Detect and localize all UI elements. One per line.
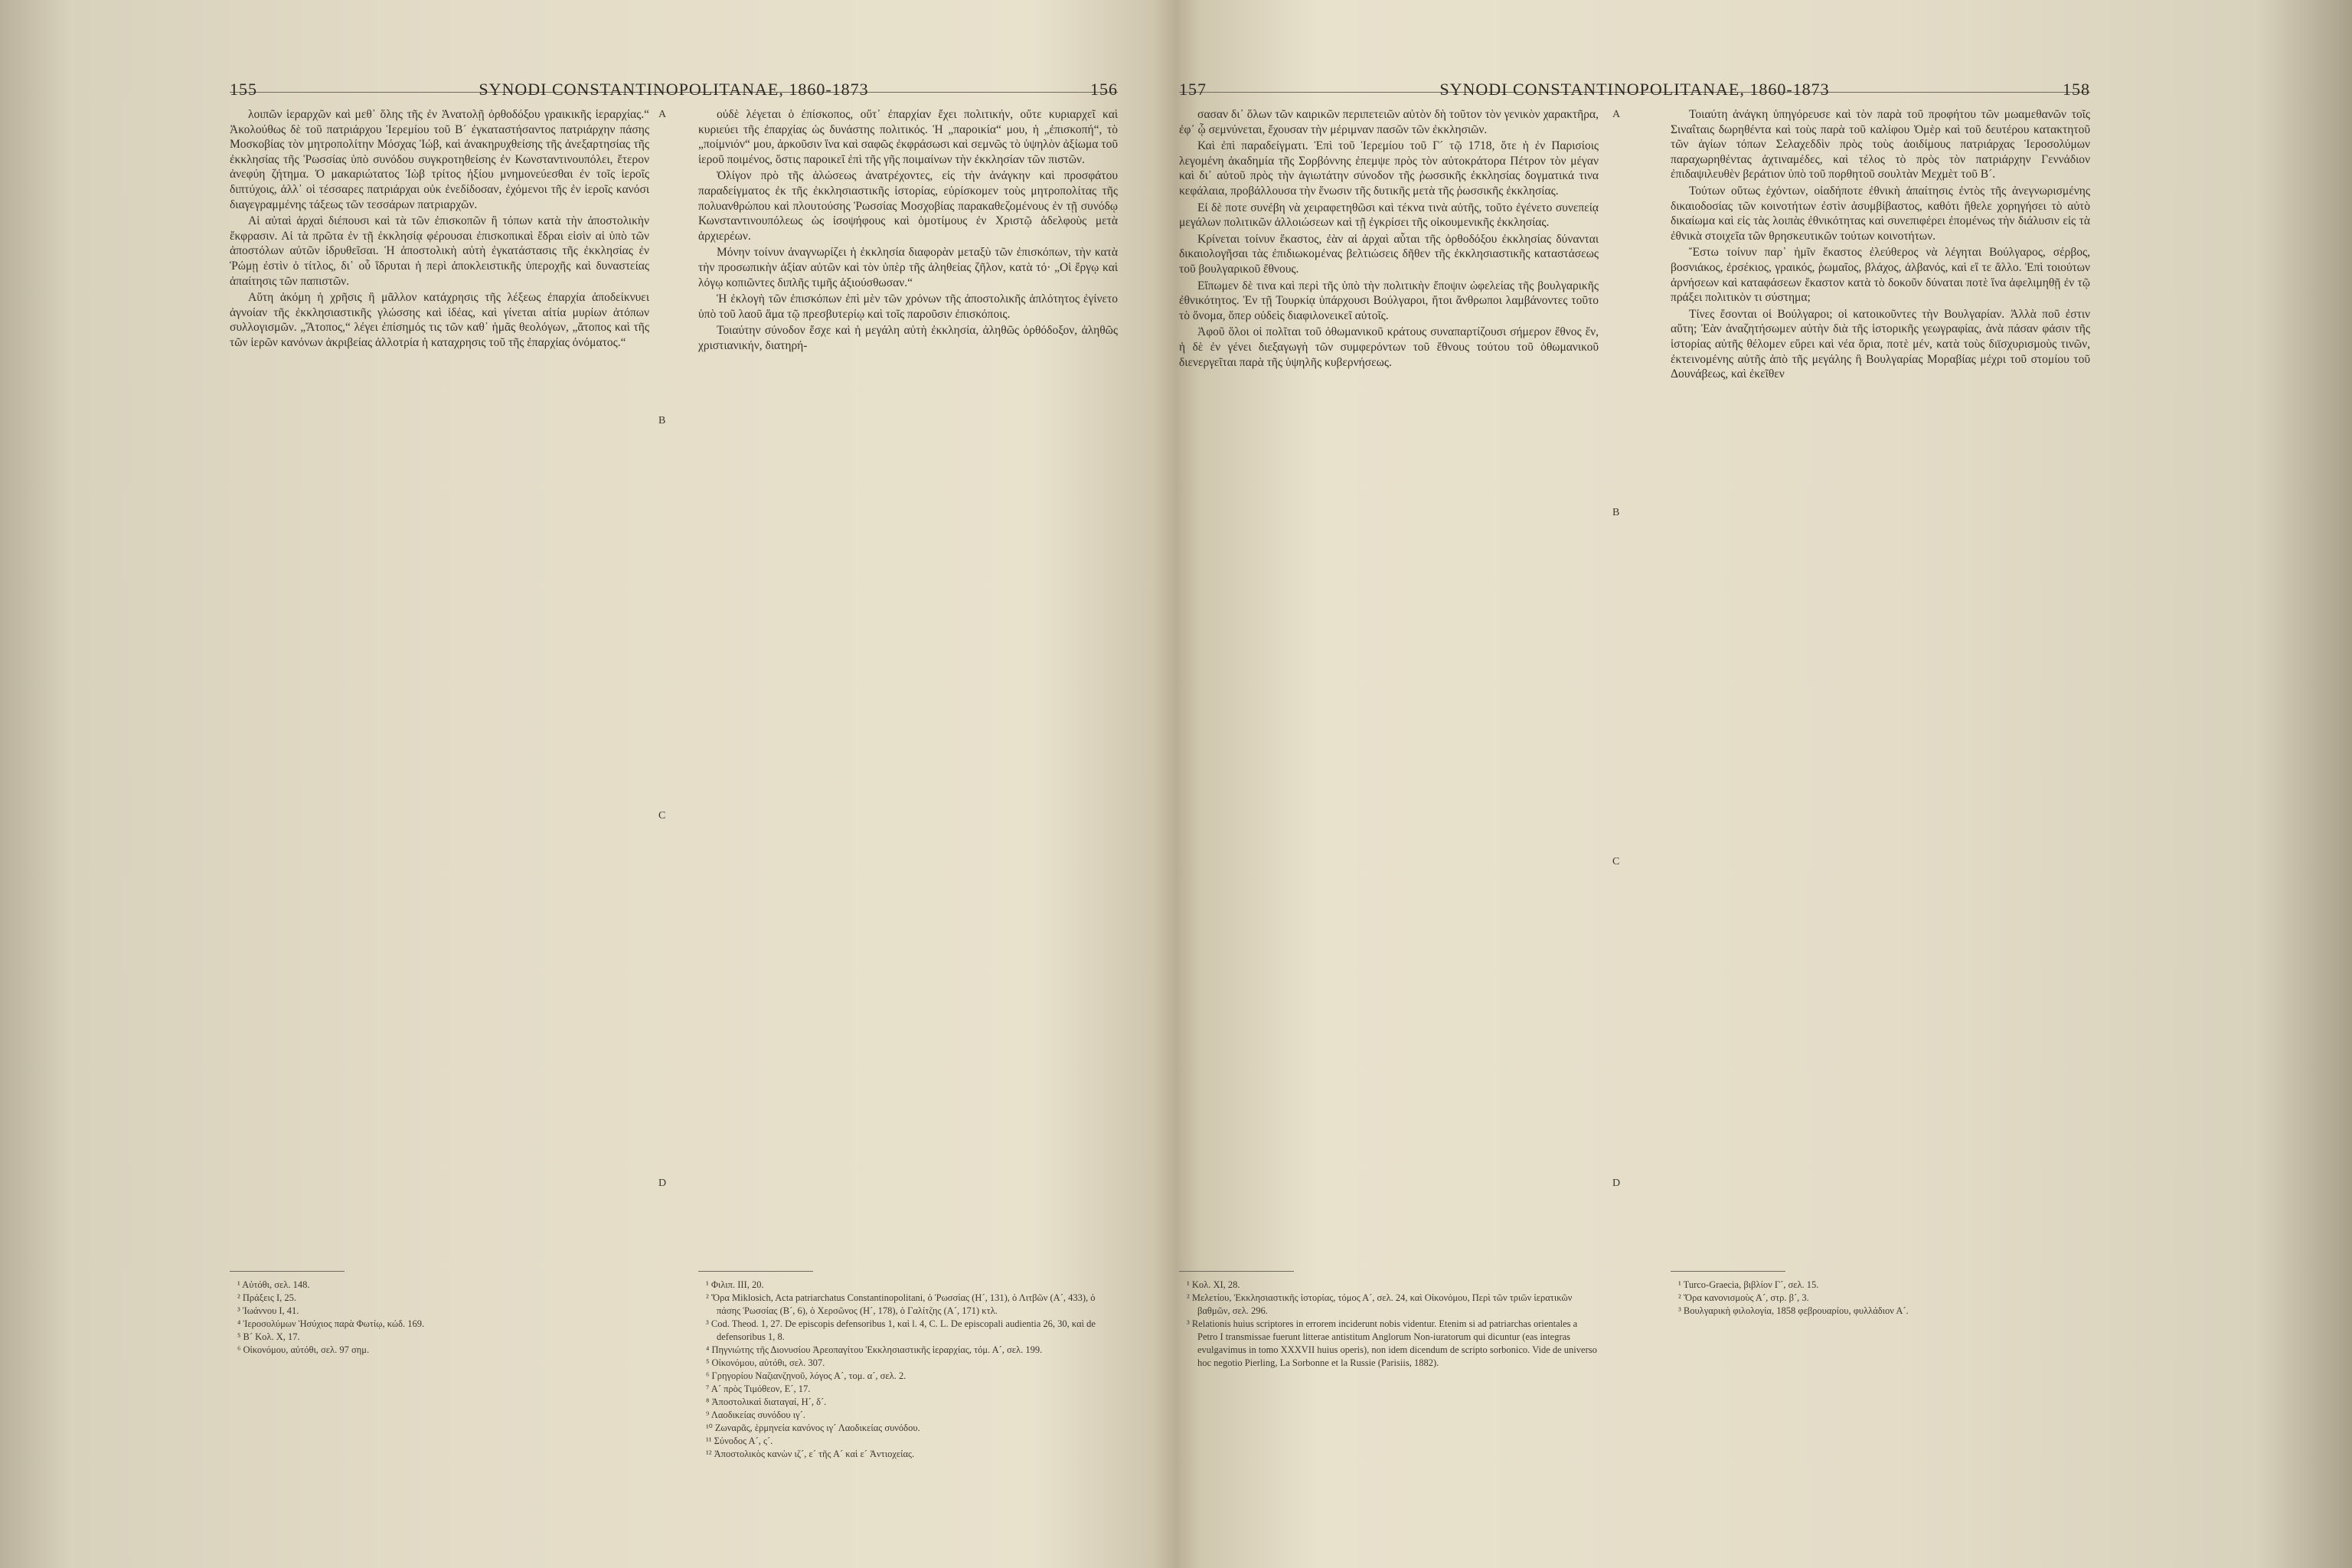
footnote: ³ Ἰωάννου Ι, 41. bbox=[237, 1305, 299, 1316]
paragraph: Κρίνεται τοίνυν ἕκαστος, ἐὰν αἱ ἀρχαὶ αὗται τῆς ὀρθοδόξου ἐκκλησίας δύνανται δικαιολογῆσαι τὰς ἐπιδιωκομένας βελτιώσεις δῆθεν τῆς ἐκκλησιαστικῆς καταστάσεως τοῦ βουλγαρικοῦ ἔθνους. bbox=[1179, 232, 1599, 276]
footnotes-158 bbox=[1671, 1279, 2090, 1318]
footnote: ¹¹ Σύνοδος Α´, ς´. bbox=[706, 1436, 773, 1446]
paragraph: οὐδὲ λέγεται ὁ ἐπίσκοπος, οὔτ᾽ ἐπαρχίαν ἔχει πολιτικήν, οὔτε κυριαρχεῖ καὶ κυριεύει τῆς ἐπαρχίας ὡς δυνάστης πολιτικός. Ἡ „παροικία“ μου, ἡ „ἐπισκοπή“, τὸ „ποίμνιόν“ μου, ἀρκοῦσιν ἵνα καὶ σαφῶς ἐκφράσωσι καὶ σεμνῶς τὸ ὑψηλὸν ἀξίωμα τοῦ ἱεροῦ ποιμένος, ὅστις παροικεῖ ἐπὶ τῆς γῆς ποιμαίνων τὴν ἐκκλησίαν τῶν πιστῶν. bbox=[698, 108, 1118, 166]
footnote: ² Μελετίου, Ἐκκλησιαστικῆς ἱστορίας, τόμος Α´, σελ. 24, καὶ Οἰκονόμου, Περὶ τῶν τριῶν ἱερατικῶν βαθμῶν, σελ. 296. bbox=[1187, 1292, 1573, 1316]
footnote: ⁸ Ἀποστολικαὶ διαταγαί, Η´, δ´. bbox=[706, 1396, 827, 1407]
right-page-body bbox=[1179, 107, 2090, 1271]
paragraph: Ὀλίγον πρὸ τῆς ἁλώσεως ἀνατρέχοντες, εἰς τὴν ἀνάγκην καὶ προσφάτου παραδείγματος ἐκ τῆς ἐκκλησιαστικῆς ἱστορίας, εὑρίσκομεν τοὺς μητροπολίτας τῆς πολυανθρώπου καὶ πλουτούσης Ῥωσσίας Μοσχοβίας παρακαθεζομένους ἐν τῇ συνόδῳ Κωνσταντινουπόλεως ὡς ἰσοψήφους καὶ ὁμοτίμους ἐν Χριστῷ ἀδελφοὺς μετὰ ἀρχιερέων. bbox=[698, 169, 1118, 243]
paragraph: Τοιαύτη ἀνάγκη ὑπηγόρευσε καὶ τὸν παρὰ τοῦ προφήτου τῶν μωαμεθανῶν τοῖς Σιναΐταις δωρηθέντα καὶ τοὺς παρὰ τοῦ καλίφου Ὀμὲρ καὶ τοῦ δευτέρου κατακτητοῦ τῶν ἁγίων τόπων Σελαχεδδὶν πρὸς τοὺς ἀοιδίμους πατριάρχας Ἱεροσολύμων παραχωρηθέντας ἀχτιναμέδες, καὶ τέλος τὸ πρὸς τὸν πατριάρχην Γεννάδιον ἐπιδαψιλευθὲν βεράτιον ὑπὸ τοῦ πορθητοῦ σουλτὰν Μεχμὲτ τοῦ Β´. bbox=[1671, 108, 2090, 181]
footnote: ² Ὅρα κανονισμοὺς Α´, στρ. β´, 3. bbox=[1678, 1292, 1809, 1303]
paragraph: Τίνες ἔσονται οἱ Βούλγαροι; οἱ κατοικοῦντες τὴν Βουλγαρίαν. Ἀλλὰ ποῦ ἐστιν αὕτη; Ἐὰν ἀναζητήσωμεν αὐτὴν διὰ τῆς ἱστορικῆς γεωγραφίας, ἀνὰ πάσαν φάσιν τῆς ἱστορίας αὐτῆς θέλομεν εὕρει καὶ νέα ὅρια, ποτὲ μέν, κατὰ τοὺς διϊσχυρισμοὺς τινῶν, ἐκτεινομένης αὐτῆς ἀπὸ τῆς μεγάλης ἢ Βουλγαρίας Μοραβίας μέχρι τοῦ στομίου τοῦ Δουνάβεως, καὶ ἐκεῖθεν bbox=[1671, 307, 2090, 381]
footnotes-157 bbox=[1179, 1279, 1599, 1370]
margin-letter: B bbox=[658, 415, 666, 426]
footnote: ² Πράξεις Ι, 25. bbox=[237, 1292, 296, 1303]
footnote: ¹ Φιλιπ. ΙΙΙ, 20. bbox=[706, 1279, 764, 1290]
footnote-rule bbox=[1179, 1271, 1294, 1272]
left-page-header bbox=[230, 46, 1118, 99]
right-page bbox=[1179, 46, 2090, 1547]
margin-letter: C bbox=[658, 810, 666, 822]
page-number-155: 155 bbox=[230, 80, 257, 99]
footnote-rule bbox=[1671, 1271, 1785, 1272]
footnote: ³ Βουλγαρικὴ φιλολογία, 1858 φεβρουαρίου, φυλλάδιον Α´. bbox=[1678, 1305, 1909, 1316]
column-157 bbox=[1179, 107, 1599, 371]
paragraph: Τοιαύτην σύνοδον ἔσχε καὶ ἡ μεγάλη αὐτὴ ἐκκλησία, ἀληθῶς ὀρθόδοξον, ἀληθῶς χριστιανικήν, διατηρή- bbox=[698, 324, 1118, 352]
paragraph: Καὶ ἐπὶ παραδείγματι. Ἐπὶ τοῦ Ἱερεμίου τοῦ Γ´ τῷ 1718, ὅτε ἡ ἐν Παρισίοις λεγομένη ἀκαδημία τῆς Σορβόννης ἐπεμψε πρὸς τὸν αὐτοκράτορα Πέτρον τὸν μέγαν καὶ δι᾽ αὐτοῦ πρὸς τὴν ἁγιωτάτην σύνοδον τῆς ῥωσσικῆς ἐκκλησίας δογματικά τινα κεφάλαια, προβάλλουσα τὴν ἕνωσιν τῆς δυτικῆς μετὰ τῆς ῥωσσικῆς ἐκκλησίας. bbox=[1179, 139, 1599, 198]
footnote: ⁴ Ἱεροσολύμων Ἡσύχιος παρὰ Φωτίῳ, κώδ. 169. bbox=[237, 1318, 425, 1329]
footnote-rule bbox=[698, 1271, 813, 1272]
footnote: ¹ Κολ. ΧΙ, 28. bbox=[1187, 1279, 1240, 1290]
paragraph: Αἱ αὐταὶ ἀρχαὶ διέπουσι καὶ τὰ τῶν ἐπισκοπῶν ἢ τόπων κατὰ τὴν ἀποστολικὴν ἔκφρασιν. Αἱ τὰ πρῶτα ἐν τῇ ἐκκλησίᾳ φέρουσαι ἐπισκοπικαὶ ἕδραι εἰσὶν αἱ ὑπὸ τῶν ἀποστόλων αὐτῶν ἱδρυθεῖσαι. Ἡ ἀποστολικὴ αὐτὴ ἐγκατάστασις τῆς ἐκκλησίας ἐν Ῥώμῃ ἐστὶν ὁ τίτλος, δι᾽ οὗ ἵδρυται ἡ περὶ ἀποκλειστικῆς ὑπεροχῆς καὶ δυναστείας ἀπαίτησις τῶν παπιστῶν. bbox=[230, 214, 649, 288]
page-number-157: 157 bbox=[1179, 80, 1207, 99]
paragraph: Μόνην τοίνυν ἀναγνωρίζει ἡ ἐκκλησία διαφορὰν μεταξὺ τῶν ἐπισκόπων, τὴν κατὰ τὴν προσωπικὴν ἀξίαν αὐτῶν καὶ τὸν ὑπὲρ τῆς ἀληθείας ζῆλον, κατὰ τό· „Οἱ ἔργῳ καὶ λόγῳ κοπιῶντες διπλῆς τιμῆς ἀξιούσθωσαν.“ bbox=[698, 246, 1118, 289]
footnotes-156 bbox=[698, 1279, 1118, 1461]
margin-letter: C bbox=[1612, 856, 1620, 867]
footnote: ¹ Αὐτόθι, σελ. 148. bbox=[237, 1279, 310, 1290]
margin-letter: A bbox=[1612, 109, 1621, 120]
footnote: ¹⁰ Ζωναρᾶς, ἑρμηνεία κανόνος ιγ´ Λαοδικείας συνόδου. bbox=[706, 1423, 920, 1433]
footnote: ² Ὅρα Miklosich, Acta patriarchatus Constantinopolitani, ὁ Ῥωσσίας (Η´, 131), ὁ Λιτβῶν (Α´, 433), ὁ πάσης Ῥωσσίας (Β´, 6), ὁ Χερσῶνος (Η´, 178), ὁ Γαλίτζης (Α´, 171) κτλ. bbox=[706, 1292, 1096, 1316]
footnote: ⁷ Α´ πρὸς Τιμόθεον, Ε´, 17. bbox=[706, 1383, 811, 1394]
footnote: ¹² Ἀποστολικὸς κανὼν ιζ´, ε´ τῆς Α´ καὶ ε´ Ἀντιοχείας. bbox=[706, 1449, 915, 1459]
paragraph: σασαν δι᾽ ὅλων τῶν καιρικῶν περιπετειῶν αὐτὸν δὴ τοῦτον τὸν γενικὸν χαρακτῆρα, ἐφ᾽ ᾧ σεμνύνεται, ἔχουσαν τὴν μέριμναν πασῶν τῶν ἐκκλησιῶν. bbox=[1179, 108, 1599, 136]
paragraph: Ἀφοῦ ὅλοι οἱ πολῖται τοῦ ὀθωμανικοῦ κράτους συναπαρτίζουσι σήμερον ἔθνος ἕν, ἡ δὲ ἐν γένει διεξαγωγὴ τῶν συμφερόντων τοῦ ἔθνους τούτου τοῦ ὀθωμανικοῦ διενεργεῖται παρὰ τῆς ὑψηλῆς κυβερνήσεως. bbox=[1179, 325, 1599, 369]
footnote: ¹ Turco-Graecia, βιβλίον Γ´, σελ. 15. bbox=[1678, 1279, 1819, 1290]
footnote: ⁴ Πηγνιώτης τῆς Διονυσίου Ἀρεοπαγίτου Ἐκκλησιαστικῆς ἱεραρχίας, τόμ. Α´, σελ. 199. bbox=[706, 1344, 1043, 1355]
right-page-header bbox=[1179, 46, 2090, 99]
left-page bbox=[230, 46, 1118, 1547]
footnote: ⁶ Οἰκονόμου, αὐτόθι, σελ. 97 σημ. bbox=[237, 1344, 370, 1355]
footnote-rule bbox=[230, 1271, 345, 1272]
footnote: ⁹ Λαοδικείας συνόδου ιγ´. bbox=[706, 1410, 805, 1420]
margin-letter: A bbox=[658, 109, 667, 120]
footnote: ⁶ Γρηγορίου Ναζιανζηνοῦ, λόγος Α´, τομ. α´, σελ. 2. bbox=[706, 1370, 906, 1381]
left-page-body bbox=[230, 107, 1118, 1271]
paragraph: Αὕτη ἀκόμη ἡ χρῆσις ἢ μᾶλλον κατάχρησις τῆς λέξεως ἐπαρχία ἀποδείκνυει ἀγνοίαν τῆς ἐκκλησιαστικῆς γλώσσης καὶ ἰδέας, καὶ γίνεται αἰτία μυρίων ἀτόπων συλλογισμῶν. „Ἄτοπος,“ λέγει ἐπίσημός τις τῶν καθ᾽ ἡμᾶς θεολόγων, „ἄτοπος καὶ τῆς τῶν ἱερῶν κανόνων ἀκριβείας ἀλλοτρία ἡ καταχρησις τοῦ τῆς ἐπαρχίας ὀνόματος.“ bbox=[230, 291, 649, 349]
footnote: ⁵ Β´ Κολ. Χ, 17. bbox=[237, 1331, 300, 1342]
paragraph: Εἰ δὲ ποτε συνέβη νὰ χειραφετηθῶσι καὶ τέκνα τινὰ αὐτῆς, τοῦτο ἐγένετο συνεπείᾳ μεγάλων πολιτικῶν ἀλλοιώσεων καὶ τῇ ἐγκρίσει τῆς οἰκουμενικῆς ἐκκλησίας. bbox=[1179, 201, 1599, 230]
paragraph: Ἡ ἐκλογὴ τῶν ἐπισκόπων ἐπὶ μὲν τῶν χρόνων τῆς ἀποστολικῆς ἁπλότητος ἐγίνετο ὑπὸ τοῦ λαοῦ ἅμα τῷ πρεσβυτερίῳ καὶ τοῖς παροῦσιν ἐπισκόποις. bbox=[698, 292, 1118, 321]
footnote: ⁵ Οἰκονόμου, αὐτόθι, σελ. 307. bbox=[706, 1357, 825, 1368]
column-158 bbox=[1671, 107, 2090, 384]
paragraph: Ἔστω τοίνυν παρ᾽ ἡμῖν ἕκαστος ἐλεύθερος νὰ λέγηται Βούλγαρος, σέρβος, βοσνιάκος, ἐρσέκιος, γραικός, ῥωμαῖος, βλάχος, ἀλβανός, καὶ εἴ τε ἄλλο. Ἐπὶ τοιούτων ἀρνήσεων καὶ καταφάσεων ἕκαστον κατὰ τὸ δοκοῦν δύναται ποτὲ ἵνα ἀφελιμηθῇ ἐν τῷ πράξει πολιτικὸν τι σύστημα; bbox=[1671, 246, 2090, 305]
paragraph: λοιπῶν ἱεραρχῶν καὶ μεθ᾽ ὅλης τῆς ἐν Ἀνατολῇ ὀρθοδόξου γραικικῆς ἱεραρχίας.“ Ἀκολούθως δὲ τοῦ πατριάρχου Ἱερεμίου τοῦ Β´ ἐγκαταστήσαντος πατριάρχην πάσης Μοσκοβίας τὸν μητροπολίτην Μόσχας Ἰώβ, καὶ ἀνακηρυχθείσης τῆς ἀνεξαρτησίας τῆς ἐκκλησίας τῆς Ῥωσσίας ὑπὸ συνόδου συγκροτηθείσης ἐν Κωνσταντινουπόλει, ἕτερον ἀνεφύη ζήτημα. Ὁ μακαριώτατος Ἰὼβ τρίτος ἠξίου μνημονεύεσθαι ἐν τοῖς ἱεροῖς διπτύχοις, ἀλλ᾽ οἱ τέσσαρες πατριάρχαι οὐκ ἐνεδίδοσαν, ἐχόμενοι τῆς ἐν ἱεροῖς κανόσι διαγεγραμμένης τάξεως τῶν τεσσάρων πατριαρχῶν. bbox=[230, 108, 649, 211]
page-number-156: 156 bbox=[1090, 80, 1118, 99]
column-156 bbox=[698, 107, 1118, 355]
margin-letter: B bbox=[1612, 507, 1620, 518]
footnotes-155 bbox=[230, 1279, 649, 1357]
margin-letter: D bbox=[658, 1178, 667, 1189]
column-155 bbox=[230, 107, 649, 352]
paragraph: Τούτων οὕτως ἐχόντων, οἰαδήποτε ἐθνικὴ ἀπαίτησις ἐντὸς τῆς ἀνεγνωρισμένης δικαιοδοσίας τῶν κοινοτήτων ἐστὶν ἀσυμβίβαστος, καθότι ἤθελε χορηγήσει τὸ αὐτὸ δικαίωμα καὶ εἰς τὰς λοιπὰς ἐθνικότητας καὶ συνεπιφέρει ἐπομένως τὴν διάλυσιν εἰς τὰ ἐθνικὰ στοιχεῖα τῶν θρησκευτικῶν τούτων κοινοτήτων. bbox=[1671, 184, 2090, 243]
footnote: ³ Relationis huius scriptores in errorem inciderunt nobis videntur. Etenim si ad patriarchas orientales a Petro I transmissae fuerunt litterae antistitum Anglorum Non-iuratorum qui dicuntur (eas integras evulgavimus in tomo XXXVII huius operis), non idem dicendum de scripto sorbonico. Vide de universo hoc negotio Pierling, La Sorbonne et la Russie (Parisiis, 1882). bbox=[1187, 1318, 1597, 1368]
running-title: SYNODI CONSTANTINOPOLITANAE, 1860-1873 bbox=[1439, 80, 1830, 99]
page-number-158: 158 bbox=[2063, 80, 2090, 99]
margin-letter: D bbox=[1612, 1178, 1621, 1189]
running-title: SYNODI CONSTANTINOPOLITANAE, 1860-1873 bbox=[479, 80, 869, 99]
footnote: ³ Cod. Theod. 1, 27. De episcopis defensoribus 1, καὶ l. 4, C. L. De episcopali audientia 26, 30, καὶ de defensoribus 1, 8. bbox=[706, 1318, 1096, 1342]
paragraph: Εἴπωμεν δὲ τινα καὶ περὶ τῆς ὑπὸ τὴν πολιτικὴν ἔποψιν ὠφελείας τῆς βουλγαρικῆς ἐθνικότητος. Ἐν τῇ Τουρκίᾳ ὑπάρχουσι Βούλγαροι, ἤτοι ἄνθρωποι λαμβάνοντες τοῦτο τὸ ὄνομα, ὅπερ οὐδεὶς διαφιλονεικεῖ αὐτοῖς. bbox=[1179, 279, 1599, 322]
